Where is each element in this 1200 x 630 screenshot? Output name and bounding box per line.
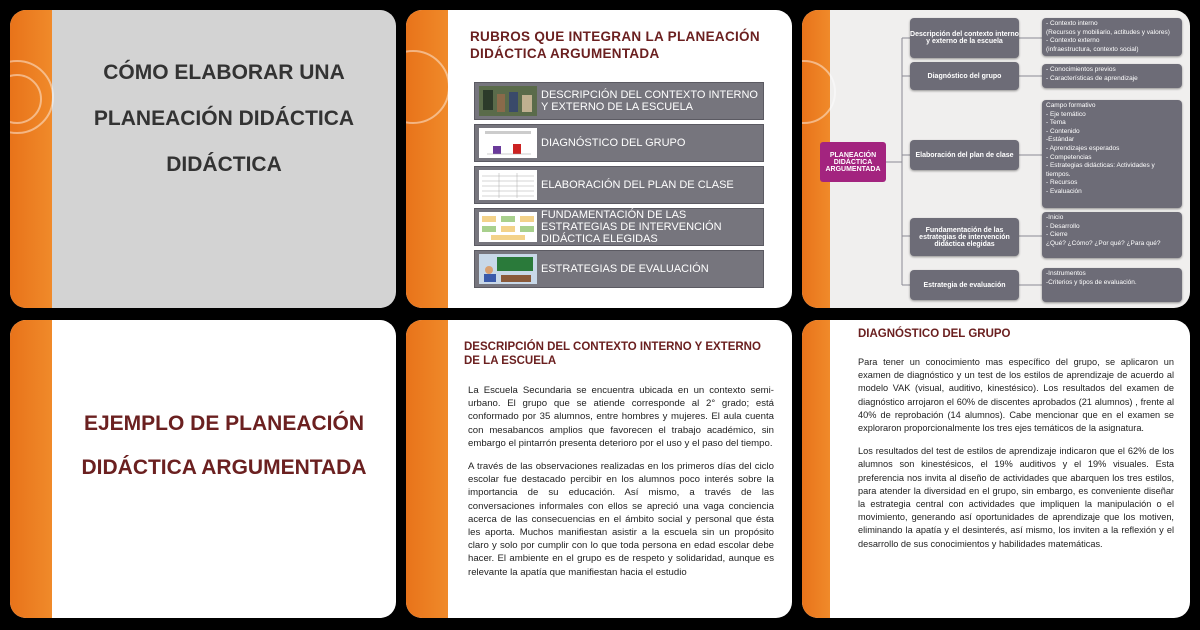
rubro-item — [474, 124, 764, 162]
diagram-thumbnail-icon — [479, 212, 537, 242]
mind-map-center: PLANEACIÓN DIDÁCTICA ARGUMENTADA — [820, 142, 886, 182]
detail-contexto: - Contexto interno (Recursos y mobiliario, actitudes y valores) - Contexto externo (infraestructura, contexto social) — [1042, 18, 1182, 56]
table-document-thumbnail-icon — [479, 170, 537, 200]
rubro-label: ESTRATEGIAS DE EVALUACIÓN — [541, 263, 709, 275]
title-line: DIDÁCTICA ARGUMENTADA — [81, 456, 367, 479]
decorative-ring-icon — [406, 50, 450, 124]
paragraph: A través de las observaciones realizadas en los primeros días del ciclo escolar fue destacado percibir en los alumnos poco interés sobre la importancia de su educación. Así mismo, a través de las conversaciones informales con ellos se apreció una vaga conciencia acerca de las consecuencias en el ámbito social y personal que ésta les aporta. Muchos manifiestan asistir a la escuela sin un propósito claro y solo por cumplir con lo que toda persona en edad escolar debe hacer. El ambiente en el grupo es de respeto y solidaridad, aunque es relevante la apatía que manifiestan hacia el estudio — [468, 461, 774, 578]
slide-heading: DESCRIPCIÓN DEL CONTEXTO INTERNO Y EXTERNO DE LA ESCUELA — [464, 341, 761, 367]
paragraph: La Escuela Secundaria se encuentra ubicada en un contexto semi-urbano. El grupo que se atiende corresponde al 2° grado; está conformado por 35 alumnos, entre hombres y mujeres. El aula cuenta con mesabancos amplios que favorecen el trabajo académico, sin embargo el pintarrón presenta deterioro por el uso y el paso del tiempo. — [468, 385, 774, 449]
orange-sidebar — [10, 10, 52, 308]
slide-title — [52, 50, 396, 188]
slide-rubros — [406, 10, 792, 308]
rubro-label: ELABORACIÓN DEL PLAN DE CLASE — [541, 179, 734, 191]
rubro-label: DIAGNÓSTICO DEL GRUPO — [541, 137, 686, 149]
detail-evaluacion: -Instrumentos -Criterios y tipos de evaluación. — [1042, 268, 1182, 302]
orange-sidebar — [406, 320, 448, 618]
rubro-item — [474, 208, 764, 246]
branch-diagnostico: Diagnóstico del grupo — [910, 62, 1019, 90]
classroom-photo-icon — [479, 86, 537, 116]
slide-body — [858, 356, 1174, 561]
title-line: CÓMO ELABORAR UNA — [103, 61, 345, 84]
slide-title: RUBROS QUE INTEGRAN LA PLANEACIÓN DIDÁCTICA ARGUMENTADA — [470, 29, 760, 61]
detail-fundamentacion: -Inicio - Desarrollo - Cierre ¿Qué? ¿Cómo? ¿Por qué? ¿Para qué? — [1042, 212, 1182, 258]
paragraph: Los resultados del test de estilos de aprendizaje indicaron que el 62% de los alumnos son kinestésicos, el 19% auditivos y el 19% visuales. Esta preferencia nos invita al diseño de actividades que abarquen los tres estilos, para atender la diversidad en el grupo, sin embargo, es conveniente diseñar la estrategia central con actividades que impliquen la manipulación o el movimiento, generando así oportunidades de aprendizaje que los motiven, eliminando la apatía y el desinterés, así mismo, los inviten a la reflexión y el desarrollo de sus conocimientos y habilidades matemáticas. — [858, 446, 1174, 549]
bar-chart-thumbnail-icon — [479, 128, 537, 158]
slide-heading: DIAGNÓSTICO DEL GRUPO — [858, 328, 1011, 340]
slide-title-card — [10, 10, 396, 308]
detail-plan-clase: Campo formativo - Eje temático - Tema - Contenido -Estándar - Aprendizajes esperados - Competencias - Estrategias didácticas: Actividades y tiempos. - Recursos - Evaluación — [1042, 100, 1182, 208]
slide-body — [468, 384, 774, 589]
rubro-label: FUNDAMENTACIÓN DE LAS ESTRATEGIAS DE INTERVENCIÓN DIDÁCTICA ELEGIDAS — [541, 209, 722, 245]
branch-plan-clase: Elaboración del plan de clase — [910, 140, 1019, 170]
slide-contexto-text — [406, 320, 792, 618]
orange-sidebar — [802, 320, 830, 618]
detail-diagnostico: - Conocimientos previos - Características de aprendizaje — [1042, 64, 1182, 88]
paragraph: Para tener un conocimiento mas específico del grupo, se aplicaron un examen de diagnóstico y un test de los estilos de aprendizaje de acuerdo al modelo VAK (visual, auditivo, kinestésico). Los resultados del examen de diagnóstico arrojaron el 60% de discentes aprobados (21 alumnos) , frente al 40% de reprobación (14 alumnos). Cabe mencionar que en el examen se exploraron proporcionalmente los tres ejes temáticos de la asignatura. — [858, 357, 1174, 434]
rubro-label: DESCRIPCIÓN DEL CONTEXTO INTERNO Y EXTERNO DE LA ESCUELA — [541, 89, 758, 113]
students-blackboard-photo-icon — [479, 254, 537, 284]
slide-mind-map — [802, 10, 1190, 308]
title-line: EJEMPLO DE PLANEACIÓN — [83, 412, 365, 435]
rubro-item — [474, 82, 764, 120]
branch-evaluacion: Estrategia de evaluación — [910, 270, 1019, 300]
rubro-item — [474, 166, 764, 204]
slide-title — [52, 402, 396, 490]
title-line: PLANEACIÓN DIDÁCTICA — [93, 107, 355, 130]
branch-contexto: Descripción del contexto interno y externo de la escuela — [910, 18, 1019, 58]
orange-sidebar — [406, 10, 448, 308]
title-line: DIDÁCTICA — [166, 153, 282, 176]
slide-ejemplo-title — [10, 320, 396, 618]
rubro-item — [474, 250, 764, 288]
orange-sidebar — [10, 320, 52, 618]
branch-fundamentacion: Fundamentación de las estrategias de intervención didáctica elegidas — [910, 218, 1019, 256]
slide-diagnostico-text — [802, 320, 1190, 618]
